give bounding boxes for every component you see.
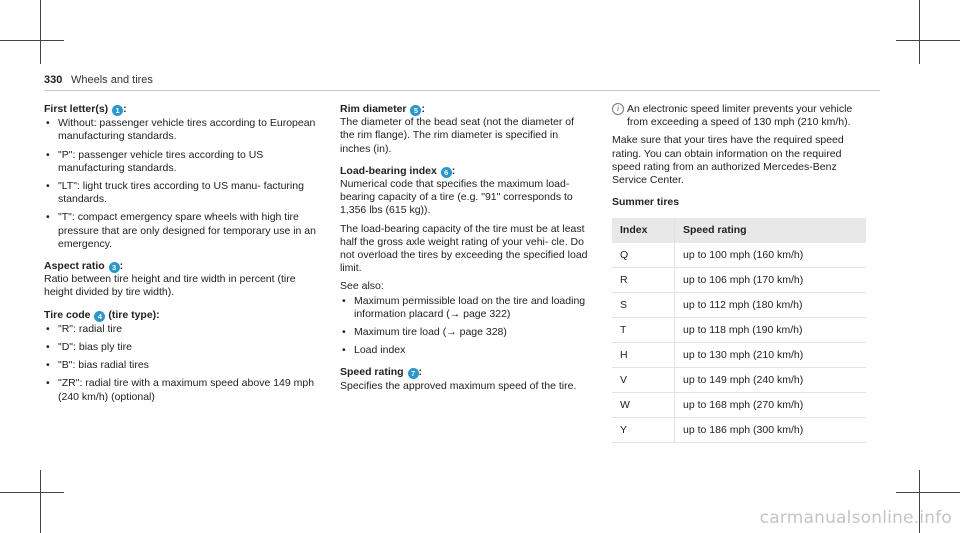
table-cell: W [612,393,675,418]
tire-code-heading [44,309,326,322]
header-rule [44,90,880,91]
first-letter-heading: First letter(s) 1 : [44,103,127,115]
table-cell: H [612,343,675,368]
callout-badge: 6 [441,167,452,178]
aspect-ratio-text: Ratio between tire height and tire width in percent (tire height divided by tire width). [44,273,296,299]
summer-tires-heading: Summer tires [612,196,680,209]
table-cell: V [612,368,675,393]
list-item: • "ZR": radial tire with a maximum speed above 149 mph (240 km/h) (optional) [44,377,326,403]
speed-rating-heading: Speed rating 7 : [340,366,423,379]
heading-text: First letter(s) [44,103,109,115]
first-letter-list [44,117,326,251]
see-also-label: See also: [340,280,384,293]
tire-code-list [44,323,326,404]
list-item: • Without: passenger vehicle tires according to European manufacturing standards. [44,117,326,143]
heading-text: Aspect ratio [44,260,105,273]
list-item: • "R": radial tire [44,323,326,336]
section-title: Wheels and tires [71,74,153,86]
list-item: • "LT": light truck tires according to US manu- facturing standards. [44,180,326,206]
column-header: Index [612,218,675,243]
table-cell: up to 118 mph (190 km/h) [675,318,867,343]
callout-badge: 1 [112,105,123,116]
aspect-ratio-heading: Aspect ratio 3 : [44,260,124,273]
list-item[interactable]: • Maximum tire load (→ page 328) [340,326,590,339]
table-header-row [612,218,866,243]
load-index-heading: Load-bearing index 6 : [340,164,456,177]
info-icon: i [612,103,624,115]
table-cell: up to 130 mph (210 km/h) [675,343,867,368]
table-cell: up to 100 mph (160 km/h) [675,243,867,268]
crop-mark [40,0,41,64]
list-item: • "B": bias radial tires [44,359,326,372]
list-item: • "D": bias ply tire [44,341,326,354]
list-item: • Load index [340,344,590,357]
table-row [612,318,866,343]
table-cell: up to 106 mph (170 km/h) [675,268,867,293]
rim-diameter-text: The diameter of the bead seat (not the diameter of the rim flange). The rim diameter is specified in inches (in). [340,116,575,155]
list-item: • "P": passenger vehicle tires according to US manufacturing standards. [44,149,326,175]
table-row [612,293,866,318]
callout-badge: 7 [408,368,419,379]
table-cell: S [612,293,675,318]
callout-badge: 5 [410,105,421,116]
list-item[interactable]: • Maximum permissible load on the tire and loading information placard (→ page 322) [340,295,590,321]
load-index-text: Numerical code that specifies the maximum load- bearing capacity of a tire (e.g. "91" corresponds to 1,356 lbs (615 kg)). [340,178,573,217]
page-header [44,74,880,94]
table-cell: up to 186 mph (300 km/h) [675,418,867,443]
column-right [612,103,866,443]
crop-mark [0,40,64,41]
column-header: Speed rating [675,218,867,243]
callout-badge: 4 [94,311,105,322]
table-cell: up to 149 mph (240 km/h) [675,368,867,393]
table-row [612,243,866,268]
summer-tires-table [612,218,866,443]
crop-mark [40,470,41,533]
column-left [44,103,326,404]
load-index-text: The load-bearing capacity of the tire must be at least half the gross axle weight rating of your vehi- cle. Do not overload the tires by exceeding the specified load limit. [340,222,588,275]
crop-mark [896,492,960,493]
table-cell: Y [612,418,675,443]
heading-text: Tire code [44,308,91,321]
column-middle [340,103,590,393]
heading-suffix: (tire type): [108,308,160,321]
table-row [612,368,866,393]
rim-diameter-heading: Rim diameter 5 : [340,103,425,115]
table-cell: R [612,268,675,293]
table-cell: up to 112 mph (180 km/h) [675,293,867,318]
table-cell: T [612,318,675,343]
table-row [612,393,866,418]
heading-text: Speed rating [340,366,404,379]
table-row [612,268,866,293]
info-note-text: An electronic speed limiter prevents your vehicle from exceeding a speed of 130 mph (210 km/h). [627,103,853,129]
table-row [612,343,866,368]
heading-text: Rim diameter [340,103,407,115]
list-item: • "T": compact emergency spare wheels with high tire pressure that are only designed for temporary use in an emergency. [44,211,326,251]
page-number: 330 [44,74,63,86]
crop-mark [919,0,920,64]
crop-mark [0,492,64,493]
table-cell: up to 168 mph (270 km/h) [675,393,867,418]
speed-rating-text: Specifies the approved maximum speed of the tire. [340,379,577,392]
watermark: carmanualsonline.info [759,507,952,528]
crop-mark [896,40,960,41]
heading-text: Load-bearing index [340,164,437,177]
table-cell: Q [612,243,675,268]
info-note [612,103,866,129]
see-also-list [340,295,590,358]
table-row [612,418,866,443]
make-sure-text: Make sure that your tires have the required speed rating. You can obtain information on the required speed rating from an authorized Mercedes-Benz Service Center. [612,134,844,187]
callout-badge: 3 [109,262,120,273]
